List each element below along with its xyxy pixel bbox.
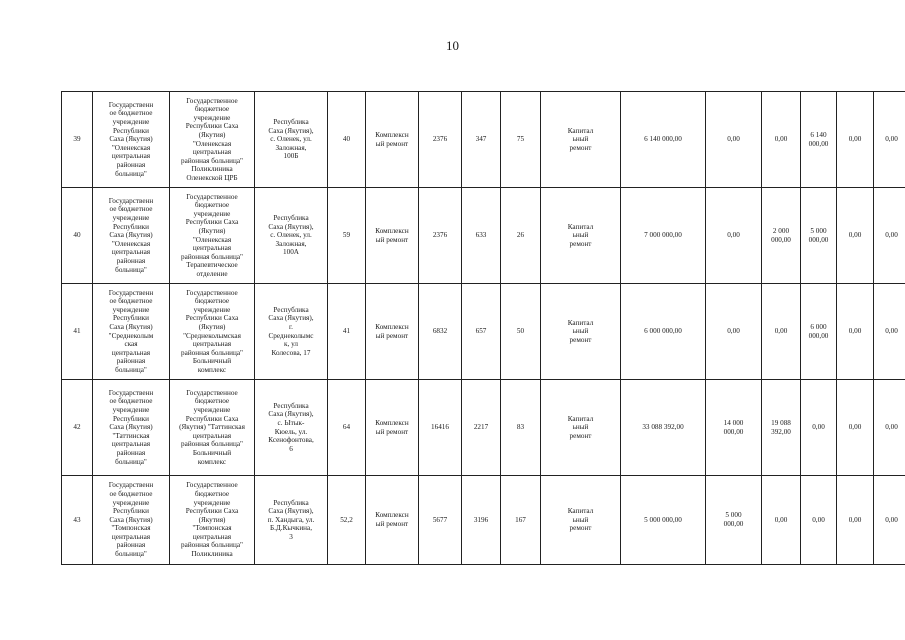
owner-institution-cell: Государственн ое бюджетное учреждение Республики Саха (Якутия) "Таттинская центральная районная больница" xyxy=(93,380,170,476)
repair-type-cell: Капитал ьный ремонт xyxy=(541,284,621,380)
funding-5-cell: 0,00 xyxy=(874,284,905,380)
col6-value-cell: 2376 xyxy=(419,188,462,284)
col7-value-cell: 633 xyxy=(462,188,501,284)
owner-institution-cell: Государственн ое бюджетное учреждение Республики Саха (Якутия) "Среднеколым ская центральная районная больница" xyxy=(93,284,170,380)
facility-name-cell: Государственное бюджетное учреждение Республики Саха (Якутия) "Оленекская центральная районная больница" Поликлиника Оленекской ЦРБ xyxy=(170,92,255,188)
table-row xyxy=(62,92,905,188)
repair-type-cell: Капитал ьный ремонт xyxy=(541,476,621,565)
funding-3-cell: 5 000 000,00 xyxy=(801,188,837,284)
work-type-cell: Комплексн ый ремонт xyxy=(366,284,419,380)
col8-value-cell: 75 xyxy=(501,92,541,188)
funding-5-cell: 0,00 xyxy=(874,380,905,476)
work-type-cell: Комплексн ый ремонт xyxy=(366,476,419,565)
repair-type-cell: Капитал ьный ремонт xyxy=(541,92,621,188)
col6-value-cell: 2376 xyxy=(419,92,462,188)
address-cell: Республика Саха (Якутия), г. Среднеколымс к, ул Колесова, 17 xyxy=(255,284,328,380)
page-number: 10 xyxy=(446,38,459,53)
funding-4-cell: 0,00 xyxy=(837,92,874,188)
col8-value-cell: 167 xyxy=(501,476,541,565)
funding-1-cell: 0,00 xyxy=(706,92,762,188)
col4-value-cell: 59 xyxy=(328,188,366,284)
funding-1-cell: 5 000 000,00 xyxy=(706,476,762,565)
funding-2-cell: 2 000 000,00 xyxy=(762,188,801,284)
row-number-cell: 43 xyxy=(62,476,93,565)
work-type-cell: Комплексн ый ремонт xyxy=(366,92,419,188)
funding-2-cell: 0,00 xyxy=(762,284,801,380)
row-number-cell: 39 xyxy=(62,92,93,188)
col4-value-cell: 41 xyxy=(328,284,366,380)
funding-3-cell: 6 140 000,00 xyxy=(801,92,837,188)
total-cost-cell: 6 000 000,00 xyxy=(621,284,706,380)
facility-name-cell: Государственное бюджетное учреждение Республики Саха (Якутия) "Среднеколымская центральная районная больница" Больничный комплекс xyxy=(170,284,255,380)
col7-value-cell: 657 xyxy=(462,284,501,380)
funding-3-cell: 0,00 xyxy=(801,380,837,476)
funding-4-cell: 0,00 xyxy=(837,476,874,565)
funding-5-cell: 0,00 xyxy=(874,188,905,284)
address-cell: Республика Саха (Якутия), с. Оленек, ул. Заложная, 100Б xyxy=(255,92,328,188)
funding-2-cell: 0,00 xyxy=(762,476,801,565)
col4-value-cell: 40 xyxy=(328,92,366,188)
col8-value-cell: 26 xyxy=(501,188,541,284)
funding-5-cell: 0,00 xyxy=(874,476,905,565)
repair-register-table xyxy=(61,91,905,565)
owner-institution-cell: Государственн ое бюджетное учреждение Республики Саха (Якутия) "Оленекская центральная районная больница" xyxy=(93,188,170,284)
table-row xyxy=(62,380,905,476)
col7-value-cell: 3196 xyxy=(462,476,501,565)
table-row xyxy=(62,188,905,284)
funding-2-cell: 0,00 xyxy=(762,92,801,188)
table-row xyxy=(62,476,905,565)
funding-4-cell: 0,00 xyxy=(837,380,874,476)
funding-1-cell: 0,00 xyxy=(706,284,762,380)
col6-value-cell: 5677 xyxy=(419,476,462,565)
total-cost-cell: 5 000 000,00 xyxy=(621,476,706,565)
funding-4-cell: 0,00 xyxy=(837,188,874,284)
col8-value-cell: 50 xyxy=(501,284,541,380)
row-number-cell: 41 xyxy=(62,284,93,380)
address-cell: Республика Саха (Якутия), с. Оленек, ул. Заложная, 100А xyxy=(255,188,328,284)
col4-value-cell: 64 xyxy=(328,380,366,476)
funding-4-cell: 0,00 xyxy=(837,284,874,380)
total-cost-cell: 33 088 392,00 xyxy=(621,380,706,476)
col7-value-cell: 347 xyxy=(462,92,501,188)
col4-value-cell: 52,2 xyxy=(328,476,366,565)
funding-3-cell: 6 000 000,00 xyxy=(801,284,837,380)
owner-institution-cell: Государственн ое бюджетное учреждение Республики Саха (Якутия) "Томпонская центральная районная больница" xyxy=(93,476,170,565)
total-cost-cell: 6 140 000,00 xyxy=(621,92,706,188)
funding-3-cell: 0,00 xyxy=(801,476,837,565)
facility-name-cell: Государственное бюджетное учреждение Республики Саха (Якутия) "Оленекская центральная районная больница" Терапевтическое отделение xyxy=(170,188,255,284)
funding-1-cell: 0,00 xyxy=(706,188,762,284)
funding-1-cell: 14 000 000,00 xyxy=(706,380,762,476)
table-row xyxy=(62,284,905,380)
funding-2-cell: 19 088 392,00 xyxy=(762,380,801,476)
work-type-cell: Комплексн ый ремонт xyxy=(366,188,419,284)
address-cell: Республика Саха (Якутия), с. Ытык- Кюель, ул. Ксенофонтова, 6 xyxy=(255,380,328,476)
address-cell: Республика Саха (Якутия), п. Хандыга, ул. Б.Д.Кычкина, 3 xyxy=(255,476,328,565)
row-number-cell: 40 xyxy=(62,188,93,284)
funding-5-cell: 0,00 xyxy=(874,92,905,188)
col6-value-cell: 16416 xyxy=(419,380,462,476)
facility-name-cell: Государственное бюджетное учреждение Республики Саха (Якутия) "Таттинская центральная районная больница" Больничный комплекс xyxy=(170,380,255,476)
col8-value-cell: 83 xyxy=(501,380,541,476)
repair-type-cell: Капитал ьный ремонт xyxy=(541,380,621,476)
total-cost-cell: 7 000 000,00 xyxy=(621,188,706,284)
col7-value-cell: 2217 xyxy=(462,380,501,476)
facility-name-cell: Государственное бюджетное учреждение Республики Саха (Якутия) "Томпонская центральная районная больница" Поликлиника xyxy=(170,476,255,565)
work-type-cell: Комплексн ый ремонт xyxy=(366,380,419,476)
owner-institution-cell: Государственн ое бюджетное учреждение Республики Саха (Якутия) "Оленекская центральная районная больница" xyxy=(93,92,170,188)
repair-type-cell: Капитал ьный ремонт xyxy=(541,188,621,284)
row-number-cell: 42 xyxy=(62,380,93,476)
col6-value-cell: 6832 xyxy=(419,284,462,380)
